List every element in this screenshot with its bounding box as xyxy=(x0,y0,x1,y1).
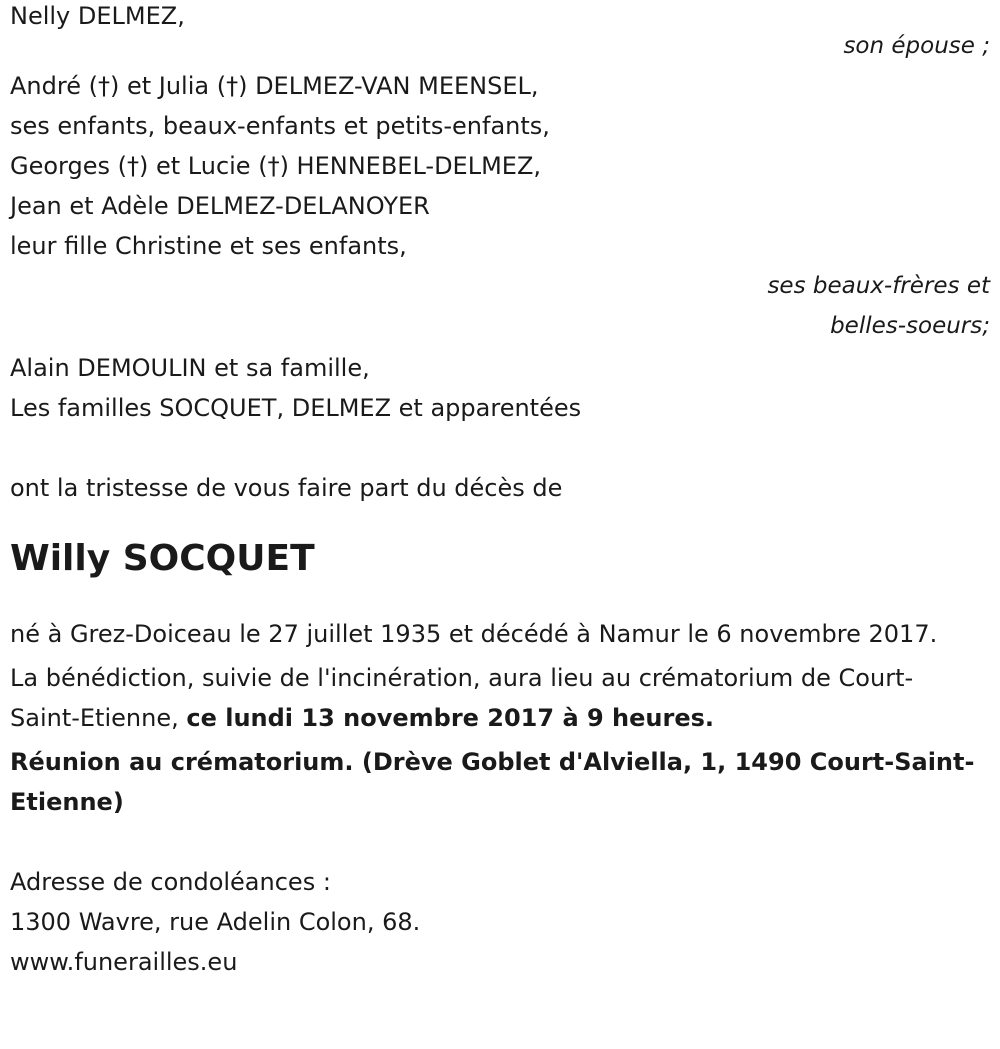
birth-death: né à Grez-Doiceau le 27 juillet 1935 et décédé à Namur le 6 novembre 2017. xyxy=(10,620,938,648)
spouse-line: Nelly DELMEZ, xyxy=(10,2,185,30)
siblings-role-2: belles-soeurs; xyxy=(830,313,990,339)
announcement: ont la tristesse de vous faire part du décès de xyxy=(10,474,563,502)
ceremony xyxy=(10,658,940,738)
ceremony-date: ce lundi 13 novembre 2017 à 9 heures. xyxy=(186,704,715,732)
other-line-2: Les familles SOCQUET, DELMEZ et apparentées xyxy=(10,394,582,422)
children-line-4: Jean et Adèle DELMEZ-DELANOYER xyxy=(10,192,430,220)
spouse-role: son épouse ; xyxy=(843,33,990,59)
ceremony-text: La bénédiction, suivie de l'incinération, aura lieu au crématorium de Court-Saint-Etienne, xyxy=(10,664,914,732)
deceased-name: Willy SOCQUET xyxy=(10,538,315,579)
children-line-1: André (†) et Julia (†) DELMEZ-VAN MEENSEL, xyxy=(10,72,539,100)
condolences-address: 1300 Wavre, rue Adelin Colon, 68. xyxy=(10,908,421,936)
condolences-website[interactable]: www.funerailles.eu xyxy=(10,948,238,976)
reunion: Réunion au crématorium. (Drève Goblet d'Alviella, 1, 1490 Court-Saint-Etienne) xyxy=(10,748,975,816)
children-line-5: leur fille Christine et ses enfants, xyxy=(10,232,407,260)
children-line-3: Georges (†) et Lucie (†) HENNEBEL-DELMEZ, xyxy=(10,152,542,180)
condolences-label: Adresse de condoléances : xyxy=(10,868,331,896)
other-line-1: Alain DEMOULIN et sa famille, xyxy=(10,354,370,382)
children-line-2: ses enfants, beaux-enfants et petits-enfants, xyxy=(10,112,550,140)
siblings-role-1: ses beaux-frères et xyxy=(767,273,990,299)
